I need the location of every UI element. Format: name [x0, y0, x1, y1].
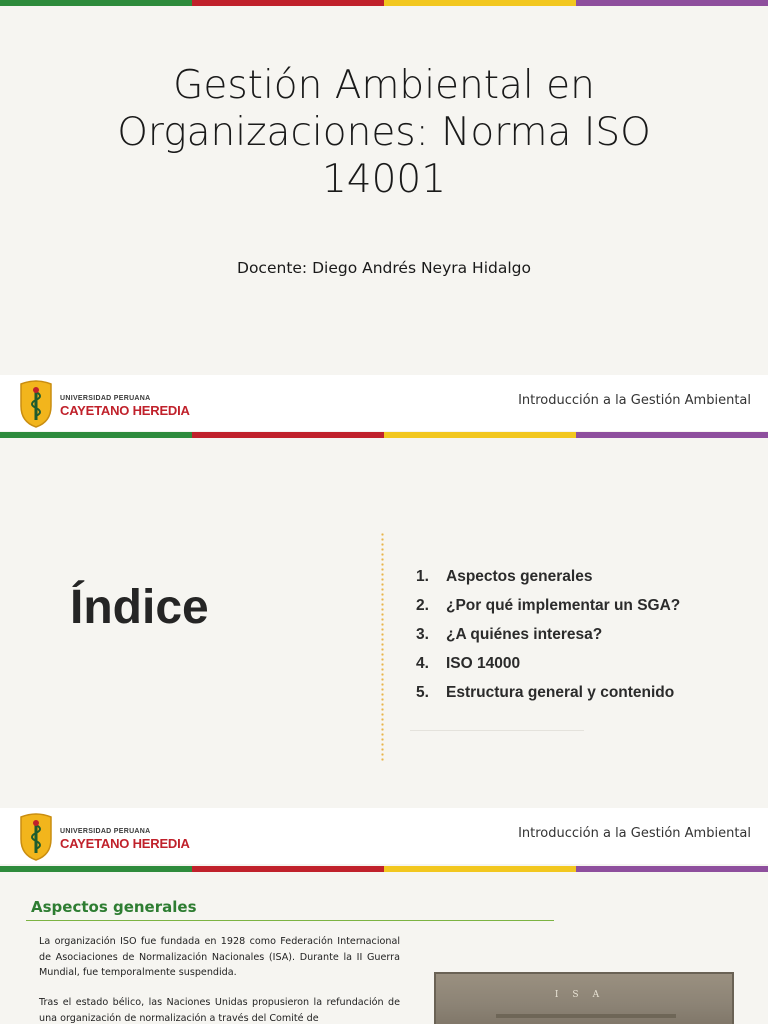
logo-title: CAYETANO HEREDIA: [60, 403, 190, 418]
university-logo: [18, 380, 208, 428]
index-underline: [410, 730, 584, 731]
slide-title: Gestión Ambiental en Organizaciones: Norma ISO 14001: [117, 63, 651, 202]
isa-plaque-photo: [434, 972, 734, 1024]
logo-subtitle: UNIVERSIDAD PERUANA: [60, 828, 151, 835]
dotted-divider: [381, 532, 384, 762]
color-stripe-top: [0, 0, 768, 6]
section-heading: Aspectos generales: [31, 898, 197, 916]
university-logo: [18, 813, 208, 861]
plaque-label: ISA: [554, 990, 614, 1000]
list-item: [416, 568, 680, 597]
course-name: Introducción a la Gestión Ambiental: [518, 826, 751, 841]
item-number: 3.: [416, 626, 429, 643]
stripe-purple: [576, 0, 768, 6]
shield-icon: [18, 380, 54, 428]
item-label: ISO 14000: [446, 655, 521, 672]
index-title: Índice: [70, 581, 209, 634]
list-item: [416, 655, 680, 684]
stripe-purple: [576, 866, 768, 872]
list-item: [416, 684, 680, 713]
stripe-red: [192, 432, 384, 438]
stripe-yellow: [384, 432, 576, 438]
stripe-red: [192, 0, 384, 6]
item-number: 5.: [416, 684, 429, 701]
logo-subtitle: UNIVERSIDAD PERUANA: [60, 395, 151, 402]
paragraph-2: Tras el estado bélico, las Naciones Unidas propusieron la refundación de una organización de normalización a través del Comité de: [39, 997, 400, 1024]
list-item: [416, 626, 680, 655]
color-stripe-1: [0, 432, 768, 438]
item-number: 2.: [416, 597, 429, 614]
item-number: 4.: [416, 655, 429, 672]
stripe-green: [0, 432, 192, 438]
paragraph-1: La organización ISO fue fundada en 1928 como Federación Internacional de Asociaciones de Normalización Nacionales (ISA). Durante la II Guerra Mundial, fue temporalmente suspendida.: [39, 936, 400, 979]
color-stripe-2: [0, 866, 768, 872]
stripe-green: [0, 0, 192, 6]
shield-icon: [18, 813, 54, 861]
item-label: Estructura general y contenido: [446, 684, 675, 701]
stripe-yellow: [384, 0, 576, 6]
slide-footer-2: [0, 808, 768, 864]
item-label: Aspectos generales: [446, 568, 593, 585]
docente-line: Docente: Diego Andrés Neyra Hidalgo: [237, 259, 531, 277]
logo-title: CAYETANO HEREDIA: [60, 836, 190, 851]
item-label: ¿A quiénes interesa?: [446, 626, 603, 643]
stripe-green: [0, 866, 192, 872]
course-name: Introducción a la Gestión Ambiental: [518, 393, 751, 408]
plaque-inscription: [496, 1014, 676, 1018]
item-number: 1.: [416, 568, 429, 585]
list-item: [416, 597, 680, 626]
stripe-purple: [576, 432, 768, 438]
stripe-yellow: [384, 866, 576, 872]
stripe-red: [192, 866, 384, 872]
item-label: ¿Por qué implementar un SGA?: [446, 597, 681, 614]
index-list: [416, 568, 680, 713]
slide-footer-1: [0, 375, 768, 431]
heading-rule: [26, 920, 554, 921]
